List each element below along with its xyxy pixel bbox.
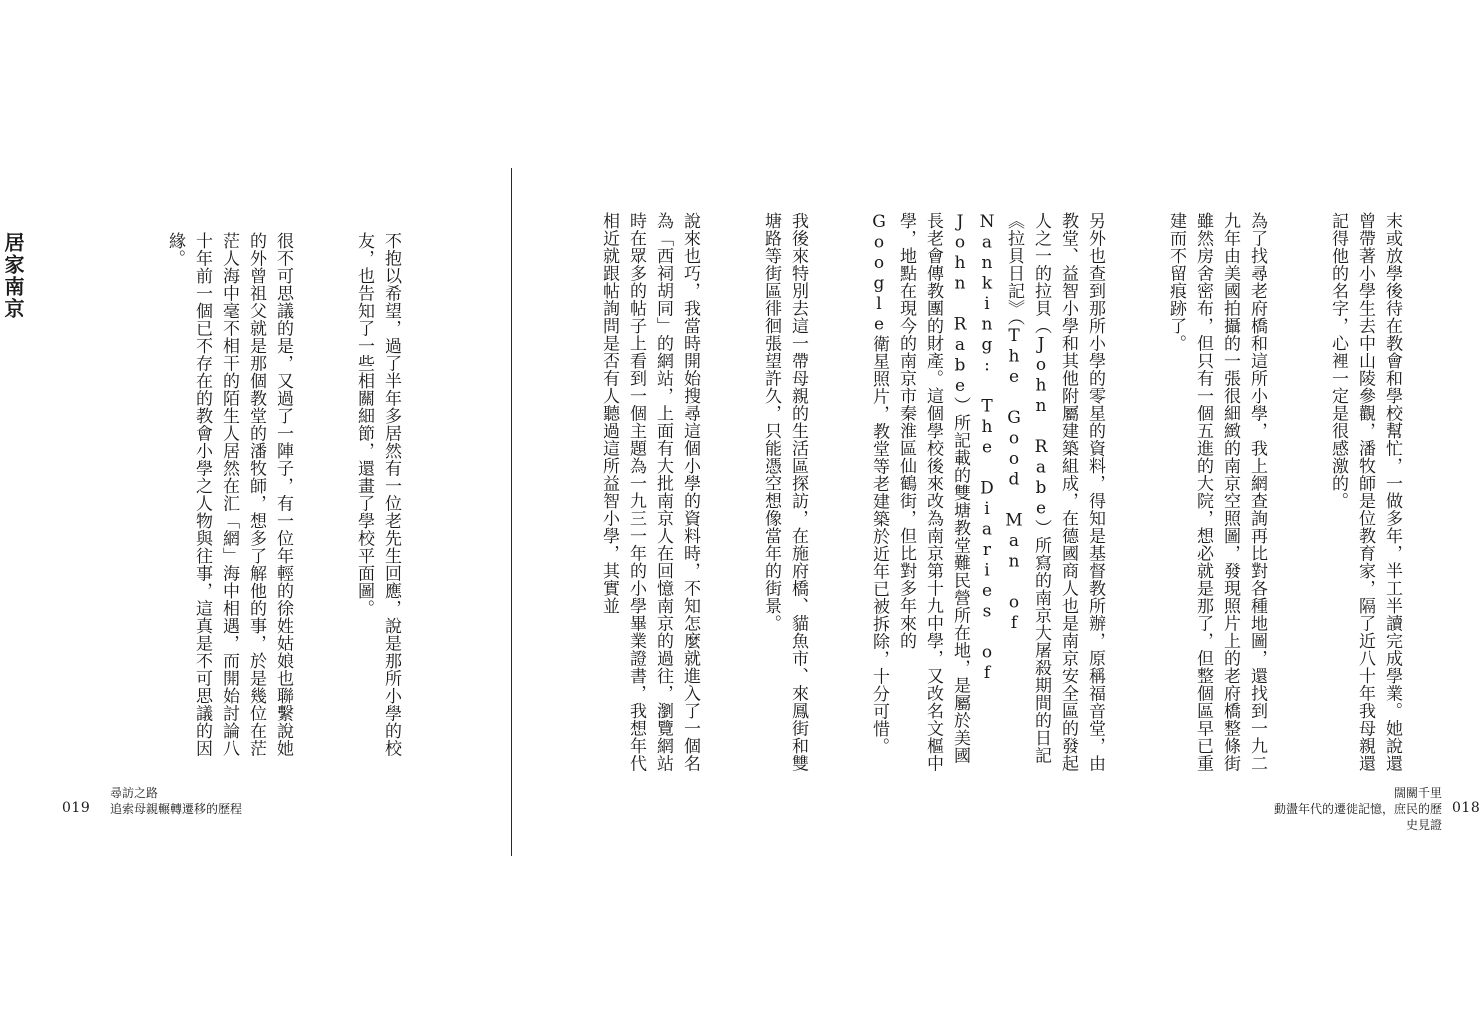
blank-line (80, 232, 107, 772)
left-page-body (1, 232, 458, 772)
paragraph: 不抱以希望，過了半年多居然有一位老先生回應，說是那所小學的校友，也告知了一些相關細節，還畫了學校平面圖。 (354, 232, 401, 757)
running-head-title: 闊關千里 (1393, 786, 1442, 800)
running-head (110, 785, 242, 817)
running-head-subtitle: 追索母親輾轉遷移的歷程 (110, 802, 243, 816)
paragraph: 末或放學後待在教會和學校幫忙，一做多年，半工半讀完成學業。她說還曾帶著小學生去中山陵參觀，潘牧師是位教育家，隔了近八十年我母親還記得他的名字，心裡一定是很感激的。 (1328, 212, 1402, 772)
paragraph: 我後來特別去這一帶母親的生活區探訪，在施府橋、貓魚市、來鳳街和雙塘路等街區徘徊張望許久，只能憑空想像當年的街景。 (761, 212, 808, 772)
right-page-body (599, 212, 1459, 772)
section-heading: 居家南京 (1, 232, 25, 320)
running-head-subtitle: 動盪年代的遷徙記憶，庶民的歷史見證 (1273, 802, 1442, 832)
right-page (512, 0, 1480, 1024)
paragraph: 很不可思議的是，又過了一陣子，有一位年輕的徐姓姑娘也聯繫說她的外曾祖父就是那個教堂的潘牧師，想多了解他的事，於是幾位在茫茫人海中毫不相干的陌生人居然在汇「網」海中相遇，而開始討論八十年前一個已不存在的教會小學之人物與往事，這真是不可思議的因緣。 (165, 232, 293, 757)
paragraph: 另外也查到那所小學的零星的資料，得知是基督教所辦，原稱福音堂，由教堂、益智小學和其他附屬建築組成，在德國商人也是南京安全區的發起人之一的拉貝（John Rabe）所寫的南京大屠殺期間的日記《拉貝日記》（The Good Man of Nanking: The Diaries of John Rabe）所記載的雙塘教堂難民營所在地，是屬於美國長老會傳教團的財產。這個學校後來改為南京第十九中學，又改名文樞中學，地點在現今的南京市秦淮區仙鶴街，但比對多年來的Google衛星照片，教堂等老建築於近年已被拆除，十分可惜。 (869, 212, 1105, 772)
paragraph: 為了找尋老府橋和這所小學，我上網查詢再比對各種地圖，還找到一九二九年由美國拍攝的一張很細緻的南京空照圖，發現照片上的老府橋整條街雖然房舍密布，但只有一個五進的大院，想必就是那了，但整個區早已重建而不留痕跡了。 (1166, 212, 1267, 772)
paragraph: 說來也巧，我當時開始搜尋這個小學的資料時，不知怎麼就進入了一個名為「西祠胡同」的網站，上面有大批南京人在回憶南京的過往，瀏覽網站時在眾多的帖子上看到一個主題為一九三一年的小學畢業證書，我想年代相近就跟帖詢問是否有人聽過這所益智小學，其實並 (599, 212, 700, 772)
page-number: 019 (62, 800, 91, 816)
left-page (0, 0, 511, 1024)
running-head-title: 尋訪之路 (110, 786, 159, 800)
running-head (1272, 785, 1442, 833)
page-number: 018 (1452, 800, 1480, 816)
